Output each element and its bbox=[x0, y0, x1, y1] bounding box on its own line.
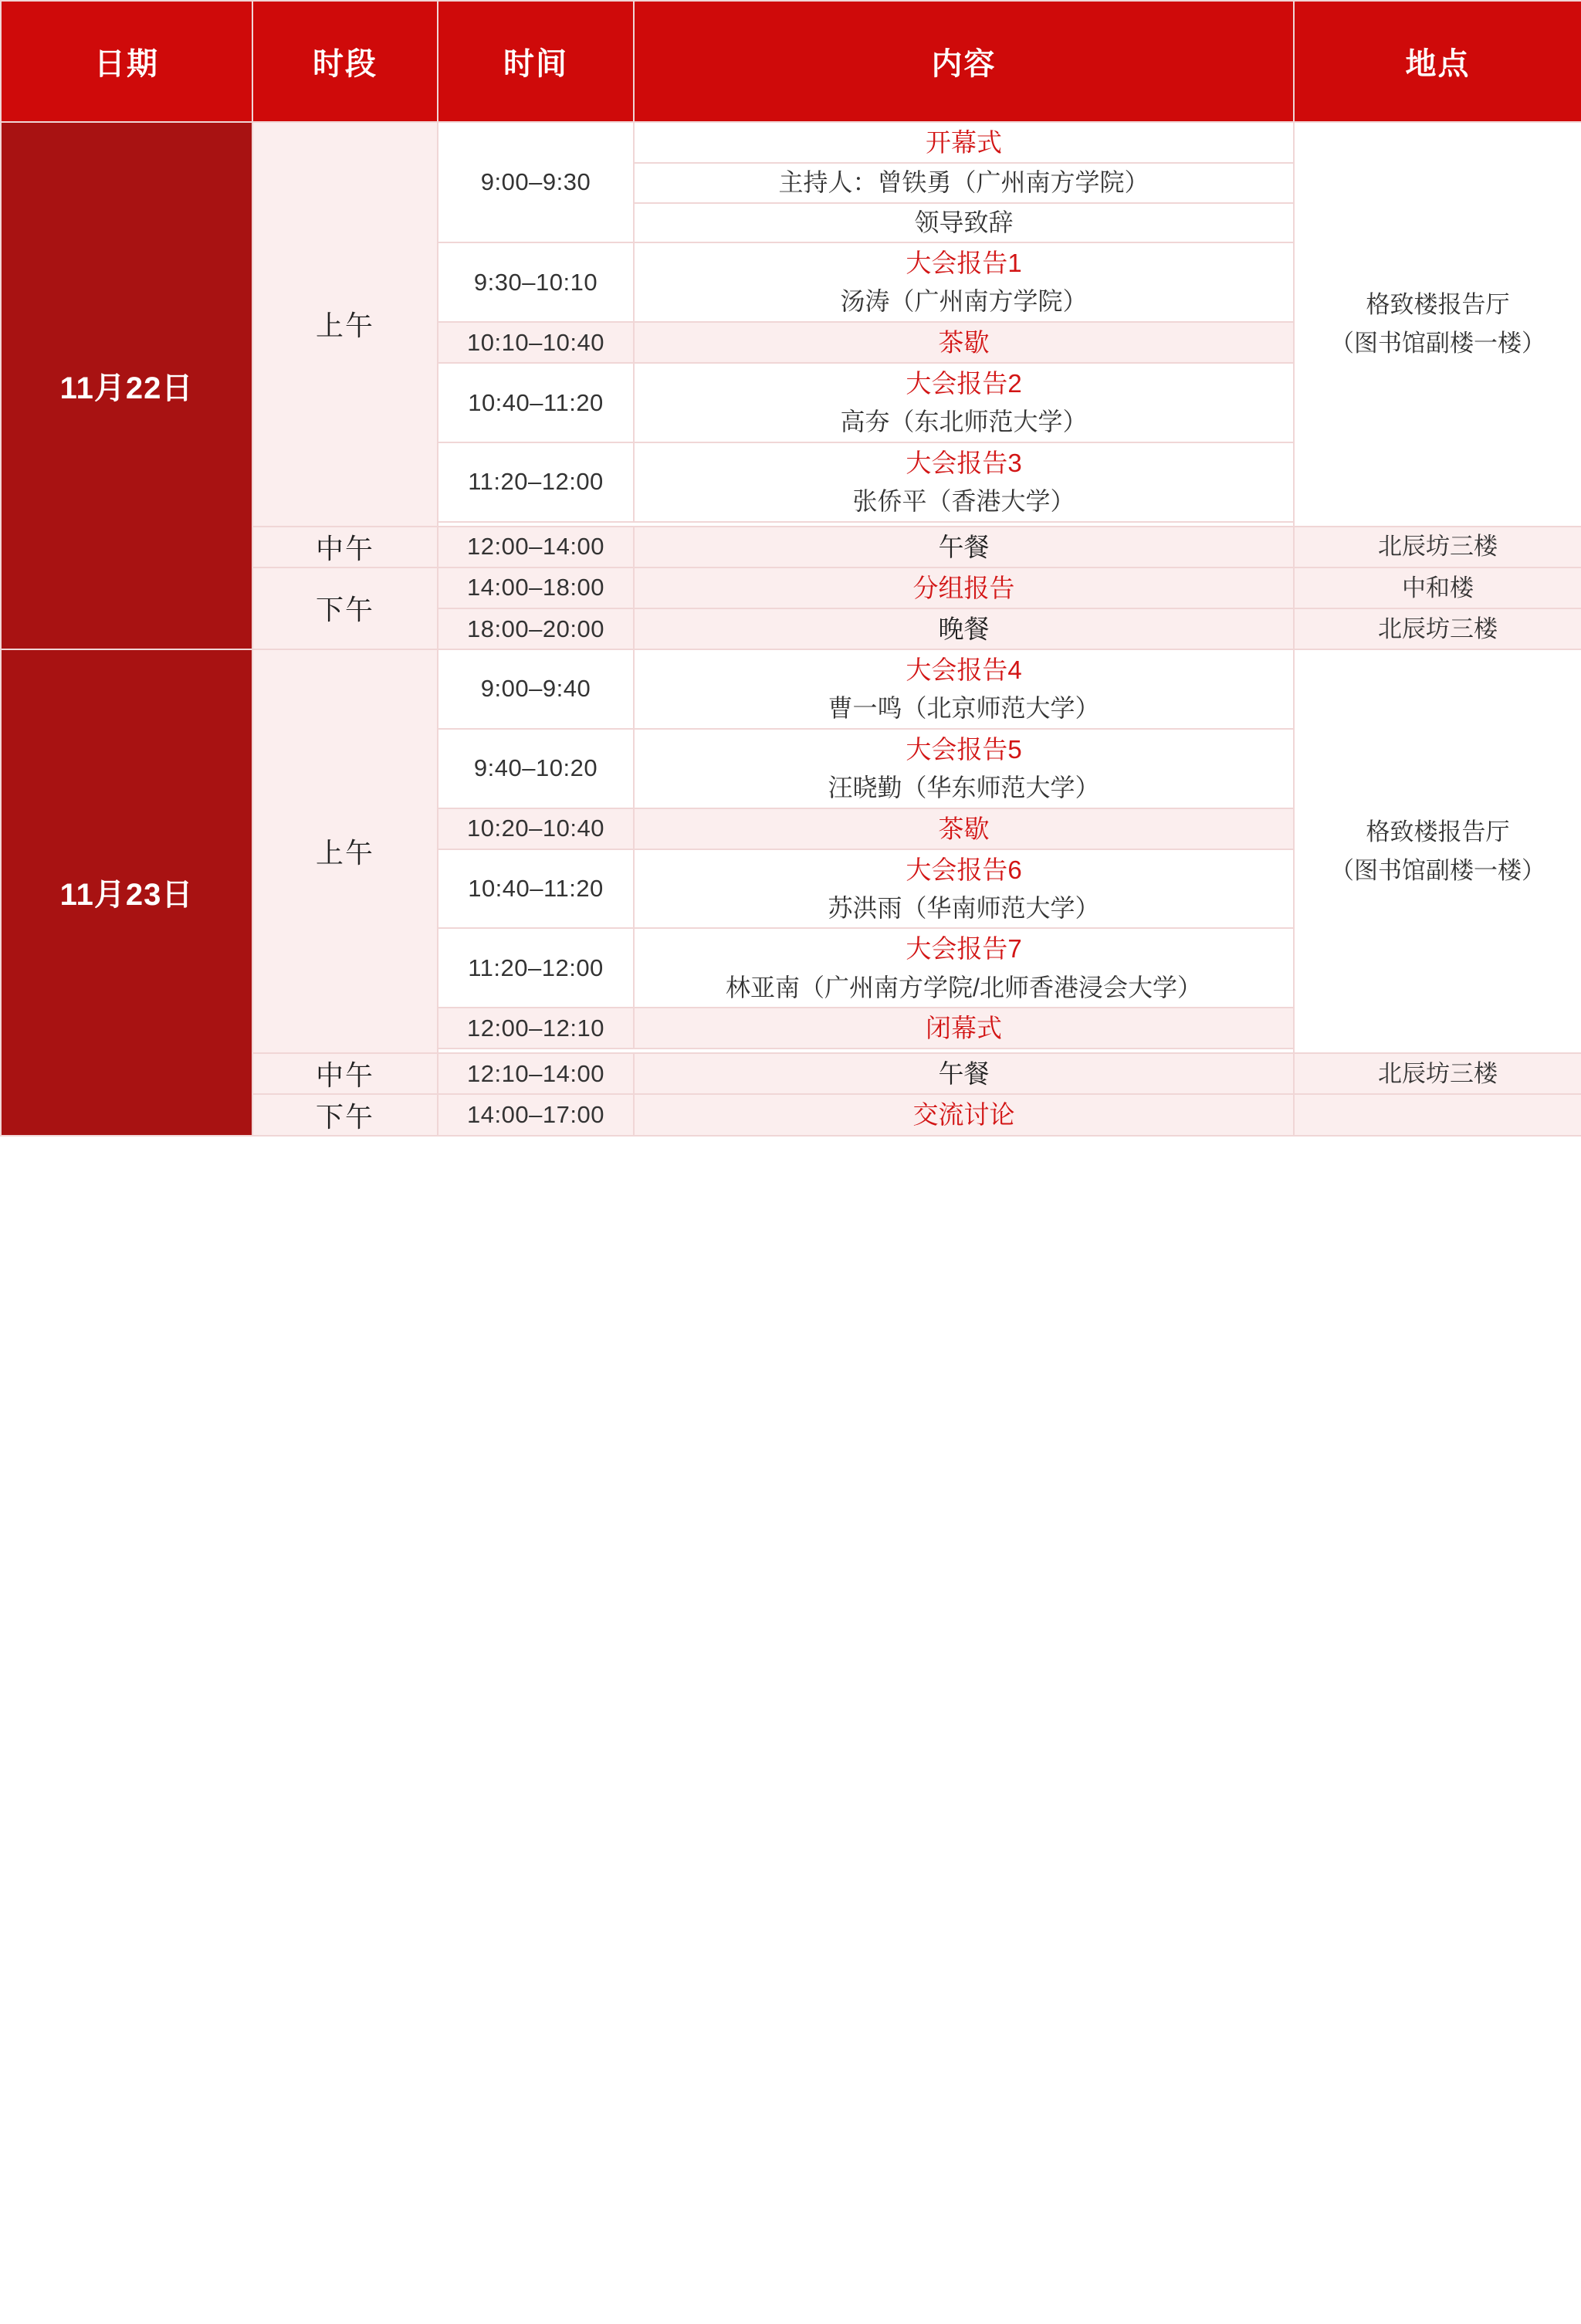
day1-tea-label: 茶歇 bbox=[938, 328, 990, 357]
day1-lunch-place: 北辰坊三楼 bbox=[1294, 527, 1581, 567]
day2-talk5-time: 9:40–10:20 bbox=[438, 729, 634, 808]
day2-talk7-title: 大会报告7 bbox=[906, 934, 1022, 964]
day1-dinner bbox=[634, 608, 1294, 649]
day2-tea bbox=[634, 808, 1294, 849]
day1-venue-line2: （图书馆副楼一楼） bbox=[1330, 329, 1545, 357]
day2-period-noon: 中午 bbox=[252, 1053, 438, 1094]
schedule-table bbox=[0, 0, 1581, 1137]
day2-closing-label: 闭幕式 bbox=[926, 1014, 1002, 1043]
day1-opening-speech-text: 领导致辞 bbox=[914, 208, 1014, 236]
day1-tea bbox=[634, 322, 1294, 363]
day2-period-morning: 上午 bbox=[252, 649, 438, 1053]
day1-talk2 bbox=[634, 363, 1294, 442]
day1-date: 11月22日 bbox=[1, 122, 252, 649]
day2-lunch bbox=[634, 1053, 1294, 1094]
day1-talk2-time: 10:40–11:20 bbox=[438, 363, 634, 442]
day2-talk5 bbox=[634, 729, 1294, 808]
day2-lunch-place: 北辰坊三楼 bbox=[1294, 1053, 1581, 1094]
day2-talk7-time: 11:20–12:00 bbox=[438, 928, 634, 1008]
day2-talk4-speaker: 曹一鸣（北京师范大学） bbox=[828, 694, 1100, 723]
day2-talk5-title: 大会报告5 bbox=[906, 734, 1022, 764]
day1-lunch-time: 12:00–14:00 bbox=[438, 527, 634, 567]
day1-opening-title-text: 开幕式 bbox=[926, 128, 1002, 157]
day2-tea-time: 10:20–10:40 bbox=[438, 808, 634, 849]
day2-venue-main bbox=[1294, 649, 1581, 1053]
day2-discussion-label: 交流讨论 bbox=[912, 1100, 1015, 1130]
day1-opening-host bbox=[634, 163, 1294, 203]
day2-talk4-title: 大会报告4 bbox=[906, 656, 1022, 685]
day2-talk6-time: 10:40–11:20 bbox=[438, 849, 634, 929]
column-header-date: 日期 bbox=[1, 1, 252, 122]
day1-period-morning: 上午 bbox=[252, 122, 438, 527]
day2-discussion bbox=[634, 1094, 1294, 1135]
day2-lunch-label: 午餐 bbox=[938, 1059, 990, 1089]
day2-talk4 bbox=[634, 649, 1294, 729]
day1-talk1-time: 9:30–10:10 bbox=[438, 242, 634, 322]
day1-talk3-time: 11:20–12:00 bbox=[438, 442, 634, 522]
day2-venue-line1: 格致楼报告厅 bbox=[1366, 818, 1510, 846]
day1-talk3-title: 大会报告3 bbox=[906, 448, 1022, 477]
table-row bbox=[1, 122, 1581, 163]
day1-lunch bbox=[634, 527, 1294, 567]
day1-talk2-title: 大会报告2 bbox=[906, 369, 1022, 398]
day1-lunch-label: 午餐 bbox=[938, 532, 990, 561]
day1-talk3-speaker: 张侨平（香港大学） bbox=[852, 487, 1075, 516]
day2-date: 11月23日 bbox=[1, 649, 252, 1136]
day2-talk6-title: 大会报告6 bbox=[906, 855, 1022, 884]
table-header-row bbox=[1, 1, 1581, 122]
day1-parallel-time: 14:00–18:00 bbox=[438, 567, 634, 608]
day2-talk6 bbox=[634, 849, 1294, 929]
day1-parallel-label: 分组报告 bbox=[912, 573, 1015, 602]
day2-talk7-speaker: 林亚南（广州南方学院/北师香港浸会大学） bbox=[726, 973, 1202, 1001]
day1-opening-speech bbox=[634, 203, 1294, 243]
day2-tea-label: 茶歇 bbox=[938, 814, 990, 843]
day1-talk3 bbox=[634, 442, 1294, 522]
column-header-time: 时间 bbox=[438, 1, 634, 122]
day1-parallel bbox=[634, 567, 1294, 608]
column-header-content: 内容 bbox=[634, 1, 1294, 122]
day1-parallel-place: 中和楼 bbox=[1294, 567, 1581, 608]
day1-talk1 bbox=[634, 242, 1294, 322]
day1-venue-line1: 格致楼报告厅 bbox=[1366, 291, 1510, 319]
day1-talk2-speaker: 高夯（东北师范大学） bbox=[840, 408, 1088, 436]
day1-dinner-time: 18:00–20:00 bbox=[438, 608, 634, 649]
column-header-period: 时段 bbox=[252, 1, 438, 122]
day1-opening-host-text: 主持人：曾铁勇（广州南方学院） bbox=[778, 168, 1149, 197]
day1-tea-time: 10:10–10:40 bbox=[438, 322, 634, 363]
day1-period-afternoon: 下午 bbox=[252, 567, 438, 649]
day2-venue-line2: （图书馆副楼一楼） bbox=[1330, 856, 1545, 884]
day1-dinner-label: 晚餐 bbox=[938, 614, 990, 643]
day2-talk4-time: 9:00–9:40 bbox=[438, 649, 634, 729]
day2-talk7 bbox=[634, 928, 1294, 1008]
day2-discussion-time: 14:00–17:00 bbox=[438, 1094, 634, 1135]
table-row bbox=[1, 649, 1581, 729]
day2-closing-time: 12:00–12:10 bbox=[438, 1008, 634, 1049]
day1-period-noon: 中午 bbox=[252, 527, 438, 567]
day1-venue-main bbox=[1294, 122, 1581, 527]
day2-period-afternoon: 下午 bbox=[252, 1094, 438, 1135]
day2-discussion-place bbox=[1294, 1094, 1581, 1135]
day1-dinner-place: 北辰坊三楼 bbox=[1294, 608, 1581, 649]
day2-lunch-time: 12:10–14:00 bbox=[438, 1053, 634, 1094]
day1-opening-time: 9:00–9:30 bbox=[438, 122, 634, 242]
column-header-place: 地点 bbox=[1294, 1, 1581, 122]
conference-schedule bbox=[0, 0, 1581, 1137]
day2-talk6-speaker: 苏洪雨（华南师范大学） bbox=[828, 893, 1100, 922]
day1-talk1-speaker: 汤涛（广州南方学院） bbox=[840, 287, 1088, 316]
day1-talk1-title: 大会报告1 bbox=[906, 249, 1022, 278]
day1-opening-title bbox=[634, 122, 1294, 163]
day2-closing bbox=[634, 1008, 1294, 1049]
day2-talk5-speaker: 汪晓勤（华东师范大学） bbox=[828, 773, 1100, 801]
